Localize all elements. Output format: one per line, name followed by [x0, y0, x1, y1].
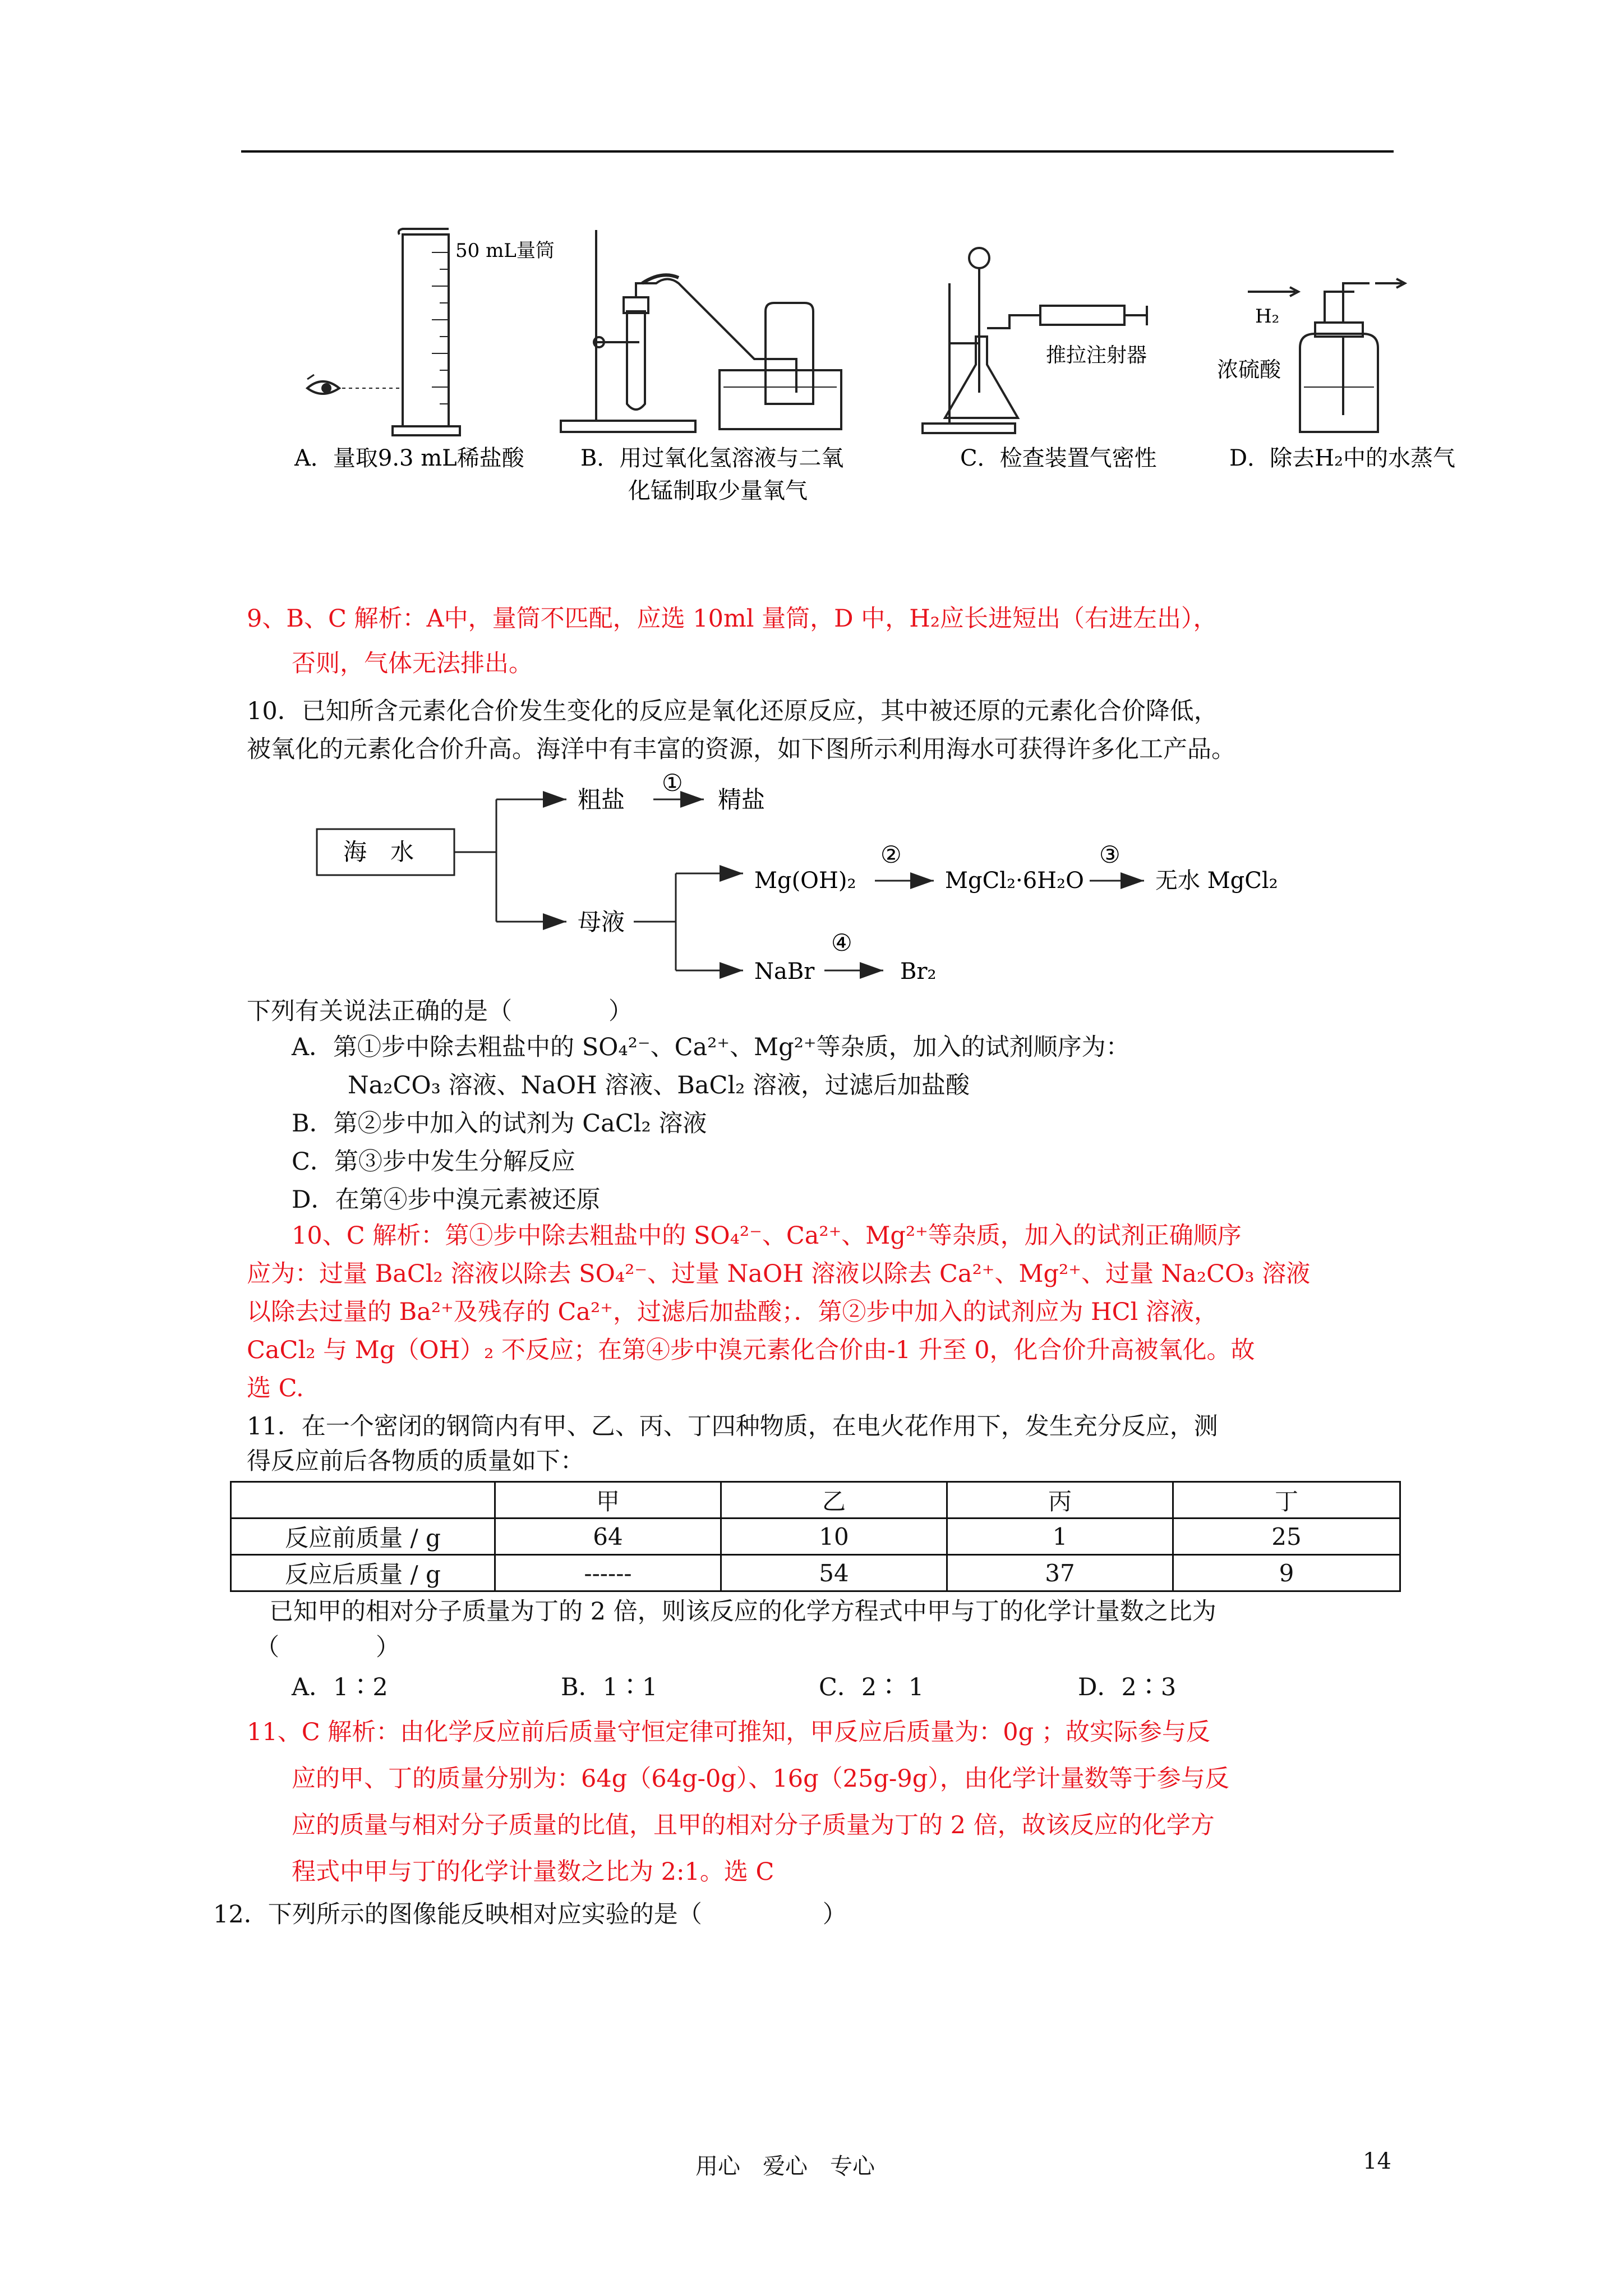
wash-bottle-icon — [1248, 279, 1405, 432]
oxygen-generator-icon — [561, 230, 841, 432]
table-cell: 1 — [947, 1519, 1173, 1555]
cylinder-label: 50 mL量筒 — [455, 240, 555, 262]
table-cell: 64 — [495, 1519, 721, 1555]
table-row — [231, 1555, 1400, 1591]
q10-option-a-line1: A．第①步中除去粗盐中的 SO₄²⁻、Ca²⁺、Mg²⁺等杂质，加入的试剂顺序为： — [292, 1033, 1130, 1061]
apparatus-figure — [0, 0, 1623, 539]
q11-ask-line2: （ ） — [255, 1634, 400, 1662]
table-cell: 9 — [1173, 1555, 1400, 1591]
q10-answer-line4: CaCl₂ 与 Mg（OH）₂ 不反应；在第④步中溴元素化合价由-1 升至 0，化合价升高被氧化。故 — [247, 1336, 1255, 1364]
footer-motto: 用心 爱心 专心 — [695, 2154, 875, 2179]
syringe-label: 推拉注射器 — [1046, 344, 1147, 367]
step4-label: ④ — [831, 929, 852, 956]
caption-c: C．检查装置气密性 — [960, 445, 1157, 471]
step3-label: ③ — [1099, 841, 1121, 868]
table-cell: 10 — [721, 1519, 947, 1555]
q10-answer-line1: 10、C 解析：第①步中除去粗盐中的 SO₄²⁻、Ca²⁺、Mg²⁺等杂质，加入的试剂正确顺序 — [292, 1222, 1242, 1250]
table-cell: 54 — [721, 1555, 947, 1591]
q11-option-a: A．1∶2 — [292, 1673, 388, 1701]
caption-b-line2: 化锰制取少量氧气 — [628, 478, 808, 504]
table-row — [231, 1519, 1400, 1555]
page-number: 14 — [1363, 2148, 1391, 2174]
q11-answer-line2: 应的甲、丁的质量分别为：64g（64g-0g）、16g（25g-9g），由化学计量数等于参与反 — [292, 1765, 1229, 1793]
q11-option-d: D．2∶3 — [1078, 1673, 1177, 1701]
table-cell: 反应后质量 / g — [231, 1555, 495, 1591]
q11-answer-line4: 程式中甲与丁的化学计量数之比为 2:1。选 C — [292, 1858, 774, 1886]
q10-stem-line2: 被氧化的元素化合价升高。海洋中有丰富的资源，如下图所示利用海水可获得许多化工产品。 — [247, 735, 1235, 763]
caption-b-line1: B．用过氧化氢溶液与二氧 — [580, 445, 844, 471]
table-header-row — [231, 1482, 1400, 1519]
fine-salt-label: 精盐 — [718, 786, 766, 813]
table-header: 乙 — [721, 1482, 947, 1519]
table-header: 甲 — [495, 1482, 721, 1519]
h2-label: H₂ — [1255, 305, 1280, 328]
table-header: 丁 — [1173, 1482, 1400, 1519]
table-header: 丙 — [947, 1482, 1173, 1519]
crude-salt-label: 粗盐 — [578, 786, 625, 813]
q10-answer-line5: 选 C. — [247, 1374, 304, 1402]
table-cell: 25 — [1173, 1519, 1400, 1555]
q11-answer-line1: 11、C 解析：由化学反应前后质量守恒定律可推知，甲反应后质量为：0g ；故实际参与反 — [247, 1718, 1210, 1746]
flask-syringe-icon — [923, 248, 1147, 433]
eye-icon — [307, 375, 339, 394]
q11-option-b: B．1∶1 — [561, 1673, 658, 1701]
table-header — [231, 1482, 495, 1519]
mother-liquor-label: 母液 — [578, 908, 625, 936]
table-cell: 37 — [947, 1555, 1173, 1591]
graduated-cylinder-icon — [393, 229, 460, 435]
seawater-flow-diagram — [0, 763, 1623, 999]
q10-option-c: C．第③步中发生分解反应 — [292, 1148, 575, 1176]
step2-label: ② — [880, 841, 902, 868]
q10-option-a-line2: Na₂CO₃ 溶液、NaOH 溶液、BaCl₂ 溶液，过滤后加盐酸 — [348, 1071, 970, 1099]
q11-answer-line3: 应的质量与相对分子质量的比值，且甲的相对分子质量为丁的 2 倍，故该反应的化学方 — [292, 1811, 1215, 1839]
q10-option-d: D．在第④步中溴元素被还原 — [292, 1186, 601, 1214]
br2-label: Br₂ — [900, 959, 937, 984]
q10-answer-line3: 以除去过量的 Ba²⁺及残存的 Ca²⁺，过滤后加盐酸；．第②步中加入的试剂应为 HCl 溶液， — [247, 1298, 1218, 1326]
q12-stem: 12．下列所示的图像能反映相对应实验的是（ ） — [213, 1901, 847, 1929]
caption-a: A．量取9.3 mL稀盐酸 — [294, 445, 524, 471]
q10-option-b: B．第②步中加入的试剂为 CaCl₂ 溶液 — [292, 1110, 707, 1138]
q10-answer-line2: 应为：过量 BaCl₂ 溶液以除去 SO₄²⁻、过量 NaOH 溶液以除去 Ca²⁺、Mg²⁺、过量 Na₂CO₃ 溶液 — [247, 1260, 1311, 1288]
q11-option-c: C．2∶ 1 — [819, 1673, 924, 1701]
q10-ask: 下列有关说法正确的是（ ） — [247, 997, 633, 1025]
mgcl2-hydrate-label: MgCl₂·6H₂O — [945, 868, 1084, 894]
q9-answer-line2: 否则，气体无法排出。 — [292, 650, 533, 678]
step1-label: ① — [662, 769, 683, 797]
q11-stem-line1: 11．在一个密闭的钢筒内有甲、乙、丙、丁四种物质，在电火花作用下，发生充分反应，测 — [247, 1412, 1218, 1441]
caption-d: D．除去H₂中的水蒸气 — [1229, 445, 1455, 471]
mass-table — [230, 1481, 1401, 1592]
mgoh2-label: Mg(OH)₂ — [754, 868, 856, 894]
q11-stem-line2: 得反应前后各物质的质量如下： — [247, 1447, 584, 1475]
q9-answer-line1: 9、B、C 解析：A中，量筒不匹配，应选 10ml 量筒，D 中，H₂应长进短出（右进左出）， — [247, 605, 1218, 633]
seawater-label: 海 水 — [343, 838, 414, 866]
table-cell: 反应前质量 / g — [231, 1519, 495, 1555]
q10-stem-line1: 10．已知所含元素化合价发生变化的反应是氧化还原反应，其中被还原的元素化合价降低， — [247, 697, 1218, 725]
acid-label: 浓硫酸 — [1217, 357, 1281, 382]
anhydrous-mgcl2-label: 无水 MgCl₂ — [1155, 868, 1278, 894]
table-cell: ------ — [495, 1555, 721, 1591]
nabr-label: NaBr — [754, 959, 815, 984]
q11-ask-line1: 已知甲的相对分子质量为丁的 2 倍，则该反应的化学方程式中甲与丁的化学计量数之比为 — [269, 1598, 1216, 1626]
